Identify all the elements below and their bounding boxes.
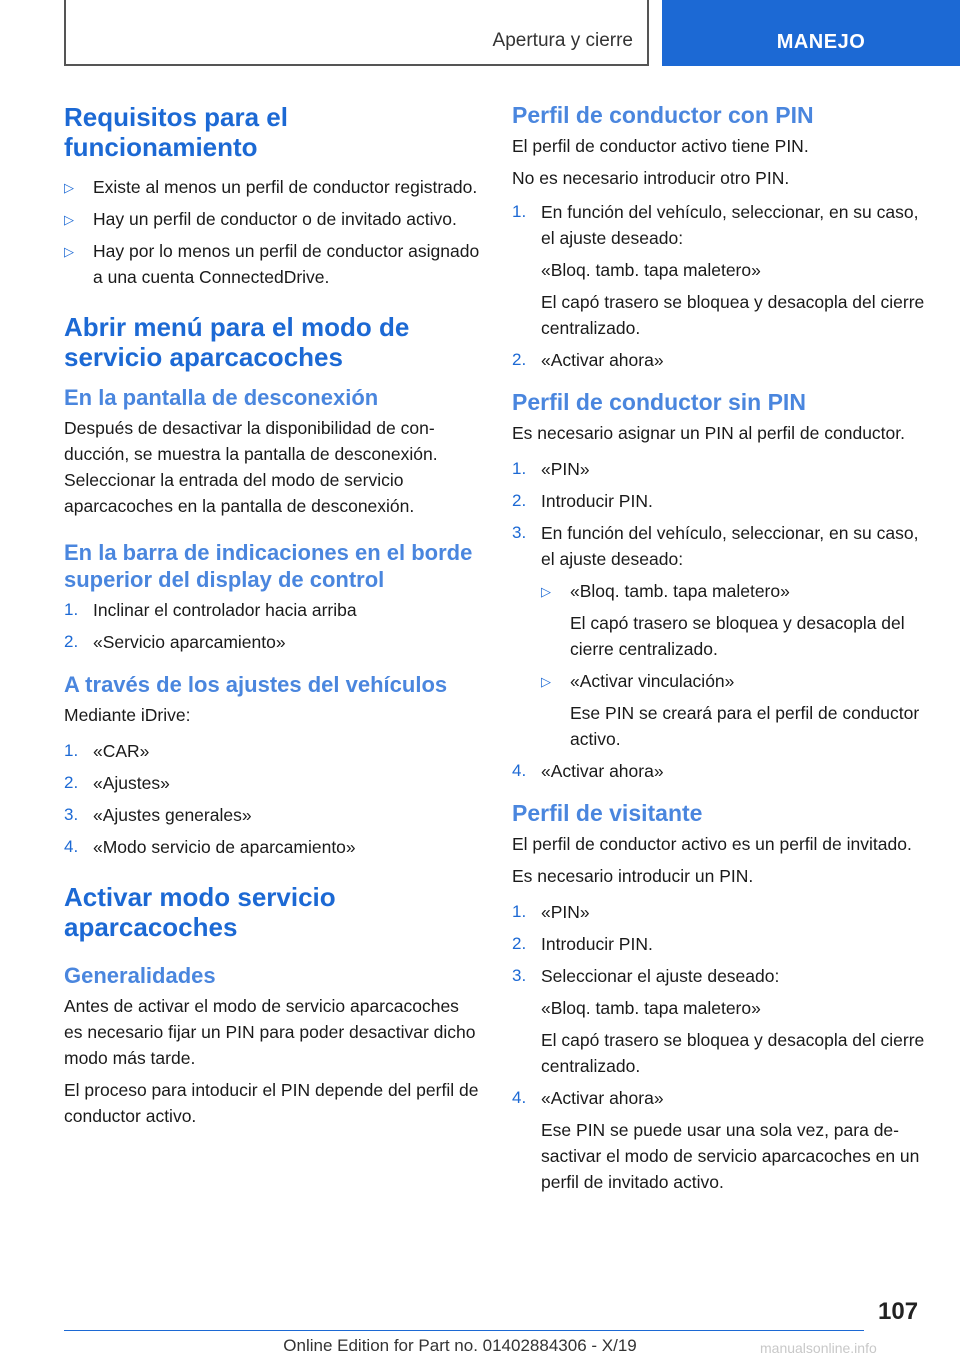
barra-steps (64, 597, 480, 655)
list-item: ▷ «Bloq. tamb. tapa maletero» El capó trasero se bloquea y desacopla del cierre centralizado. (541, 581, 905, 659)
list-item: 1. Inclinar el controlador hacia arriba (64, 597, 480, 623)
paragraph: Después de desactivar la disponibilidad de conducción, se muestra la pantalla de desconexión. Seleccionar la entrada del modo de servicio aparcacoches en la pantalla de desconexión. (64, 418, 438, 516)
list-item: 4. «Activar ahora» Ese PIN se puede usar una sola vez, para desactivar el modo de servicio aparcacoches en un perfil de invitado activo. (512, 1085, 928, 1195)
step-number: 4. (512, 1088, 527, 1107)
heading-ajustes-vehiculos: A través de los ajustes del vehículos (64, 672, 448, 697)
paragraph: El perfil de conductor activo es un perfil de invitado. (512, 834, 912, 854)
triangle-bullet-icon: ▷ (541, 584, 551, 599)
step-number: 2. (512, 350, 527, 369)
heading-requisitos: Requisitos para el funcionamiento (64, 102, 288, 162)
section-title: Apertura y cierre (492, 30, 633, 51)
step-number: 3. (512, 966, 527, 985)
paragraph: No es necesario introducir otro PIN. (512, 168, 790, 188)
heading-pantalla-desconexion: En la pantalla de desconexión (64, 385, 379, 410)
paragraph: Es necesario asignar un PIN al perfil de conductor. (512, 423, 905, 443)
heading-activar-modo: Activar modo servicio aparcacoches (64, 882, 336, 942)
step-number: 2. (64, 773, 79, 792)
idrive-steps (64, 738, 480, 860)
step-number: 1. (512, 459, 527, 478)
step-number: 1. (512, 902, 527, 921)
step-number: 2. (512, 934, 527, 953)
list-item: 3. Seleccionar el ajuste deseado: «Bloq. tamb. tapa maletero» El capó trasero se bloquea y desacopla del cierre centralizado. (512, 963, 928, 1079)
footer-rule (64, 1330, 864, 1331)
page-number: 107 (878, 1298, 919, 1325)
list-item: 4. «Activar ahora» (512, 758, 928, 784)
triangle-bullet-icon: ▷ (541, 674, 551, 689)
con-pin-steps (512, 199, 928, 373)
step-number: 1. (64, 600, 79, 619)
paragraph: Es necesario introducir un PIN. (512, 866, 754, 886)
list-item: 4. «Modo servicio de aparcamiento» (64, 834, 480, 860)
paragraph: El proceso para intoducir el PIN depende del perfil de conductor activo. (64, 1080, 479, 1126)
list-item: 1. «PIN» (512, 456, 928, 482)
edition-note: Online Edition for Part no. 01402884306 - X/19 (283, 1336, 637, 1355)
right-column (512, 102, 928, 1203)
list-item: ▷ Hay un perfil de conductor o de invitado activo. (64, 206, 480, 232)
list-item: ▷ Hay por lo menos un perfil de conductor asignado a una cuenta ConnectedDrive. (64, 241, 480, 287)
triangle-bullet-icon: ▷ (64, 180, 74, 195)
list-item: 1. «CAR» (64, 738, 480, 764)
triangle-bullet-icon: ▷ (64, 244, 74, 259)
heading-barra-indicaciones: En la barra de indicaciones en el borde superior del display de control (64, 540, 473, 592)
visitante-steps (512, 899, 928, 1195)
chapter-tab-label: MANEJO (776, 31, 866, 53)
list-item: 1. En función del vehículo, seleccionar, en su caso, el ajuste deseado: «Bloq. tamb. tapa maletero» El capó trasero se bloquea y desacopla del cierre centralizado. (512, 199, 928, 341)
list-item: 3. En función del vehículo, seleccionar, en su caso, el ajuste deseado: ▷ «Bloq. tamb. tapa maletero» El capó trasero se bloquea y desacopla del cierre centralizado. ▷ «Activar vinculación» Ese PIN se creará para el perfil de conductor activo. (512, 520, 928, 752)
list-item: 2. «Ajustes» (64, 770, 480, 796)
list-item: 2. «Activar ahora» (512, 347, 928, 373)
list-item: 1. «PIN» (512, 899, 928, 925)
step-number: 3. (64, 805, 79, 824)
sin-pin-options (541, 578, 928, 752)
sin-pin-steps (512, 456, 928, 784)
step-number: 2. (64, 632, 79, 651)
list-item: 3. «Ajustes generales» (64, 802, 480, 828)
step-number: 3. (512, 523, 527, 542)
heading-visitante: Perfil de visitante (512, 800, 703, 826)
triangle-bullet-icon: ▷ (64, 212, 74, 227)
heading-generalidades: Generalidades (64, 963, 216, 988)
paragraph: Mediante iDrive: (64, 705, 191, 725)
paragraph: Antes de activar el modo de servicio aparcacoches es necesario fijar un PIN para poder desactivar dicho modo más tarde. (64, 996, 476, 1068)
requisitos-list (64, 174, 480, 290)
heading-con-pin: Perfil de conductor con PIN (512, 102, 814, 128)
step-number: 1. (512, 202, 527, 221)
heading-sin-pin: Perfil de conductor sin PIN (512, 389, 806, 415)
paragraph: El perfil de conductor activo tiene PIN. (512, 136, 809, 156)
step-number: 4. (512, 761, 527, 780)
watermark: manualsonline.info (760, 1340, 877, 1356)
list-item: ▷ «Activar vinculación» Ese PIN se creará para el perfil de conductor activo. (541, 671, 920, 749)
step-number: 4. (64, 837, 79, 856)
left-column (64, 102, 480, 1135)
step-number: 2. (512, 491, 527, 510)
step-number: 1. (64, 741, 79, 760)
heading-abrir-menu: Abrir menú para el modo de servicio aparcacoches (64, 312, 410, 372)
list-item: 2. Introducir PIN. (512, 488, 928, 514)
list-item: 2. «Servicio aparcamiento» (64, 629, 480, 655)
chapter-tab[interactable] (662, 0, 960, 66)
list-item: 2. Introducir PIN. (512, 931, 928, 957)
list-item: ▷ Existe al menos un perfil de conductor registrado. (64, 174, 480, 200)
header-frame (64, 0, 649, 66)
